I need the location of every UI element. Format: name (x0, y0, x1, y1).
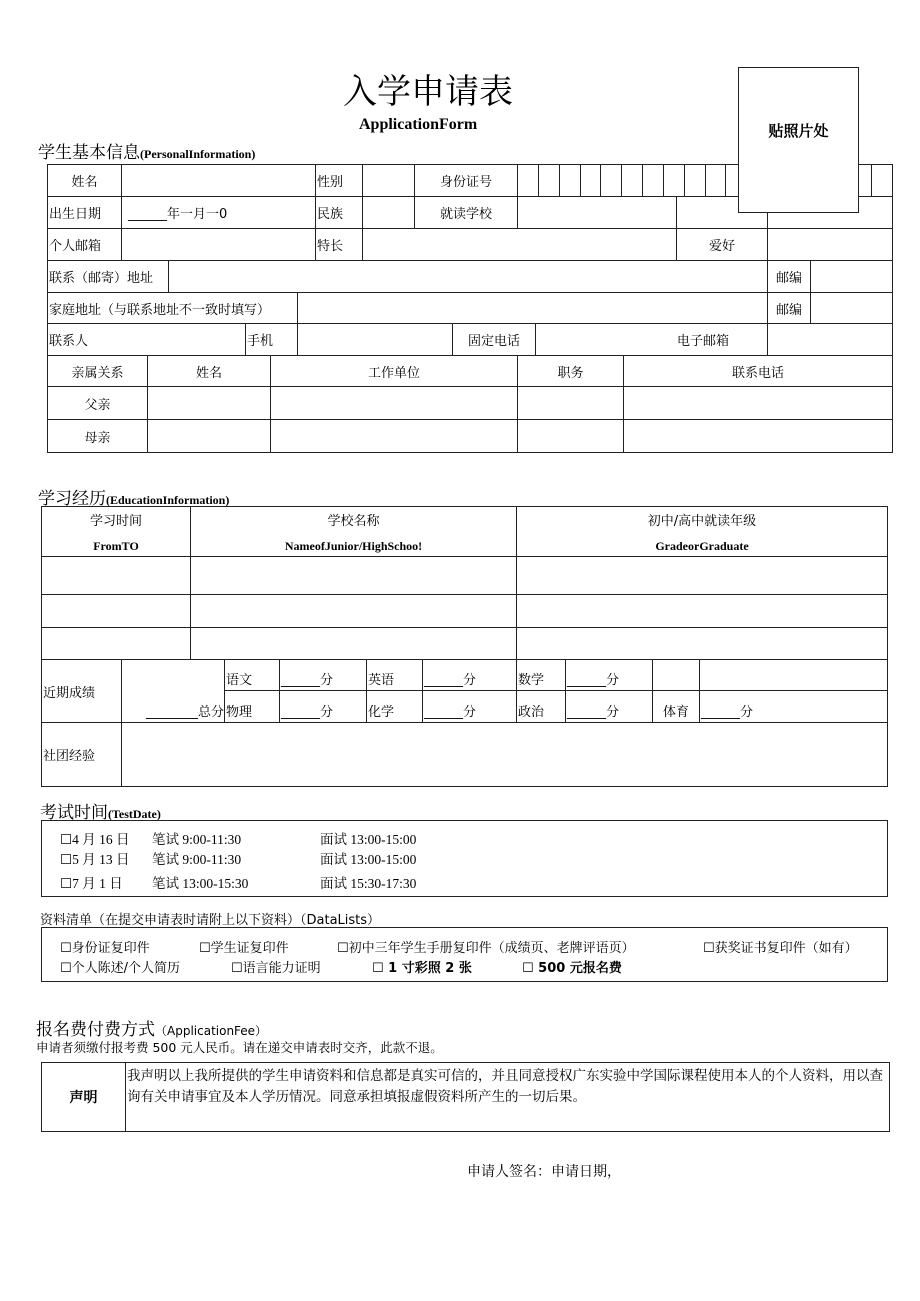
family-input[interactable] (270, 419, 518, 453)
datalist-checkbox-item[interactable]: ☐ 500 元报名费 (522, 961, 622, 976)
id-digit-box[interactable] (559, 164, 581, 197)
score-input[interactable]: ______分 (279, 659, 367, 691)
education-input[interactable] (41, 627, 191, 660)
label-cell: 性别 (315, 164, 363, 197)
test-written: 笔试 9:00-11:30 (152, 852, 242, 867)
family-input[interactable] (623, 419, 893, 453)
subject-label: 化学 (366, 690, 423, 723)
personal-heading: 学生基本信息(PersonalInformation) (38, 143, 256, 163)
education-input[interactable] (190, 556, 517, 595)
header-en: NameofJunior/HighSchoo! (284, 538, 423, 553)
education-input[interactable] (516, 556, 888, 595)
blank-cell (699, 659, 888, 691)
label-cell: 身份证号 (414, 164, 518, 197)
home-postcode-input[interactable] (810, 292, 893, 324)
datalist-checkbox-item[interactable]: ☐身份证复印件 (60, 941, 150, 956)
school-input[interactable] (517, 196, 677, 229)
label-cell: 近期成绩 (41, 659, 122, 723)
id-digit-box[interactable] (663, 164, 685, 197)
score-input[interactable]: ______分 (422, 659, 517, 691)
id-digit-box[interactable] (871, 164, 893, 197)
education-input[interactable] (41, 556, 191, 595)
education-heading: 学习经历(EducationInformation) (38, 489, 230, 509)
photo-placeholder[interactable] (738, 67, 859, 213)
education-input[interactable] (516, 627, 888, 660)
label-cell: 出生日期 (47, 196, 122, 229)
header-cn: 学习时间 (89, 513, 142, 529)
subject-label: 物理 (224, 690, 280, 723)
subject-label: 政治 (516, 690, 566, 723)
datalist-checkbox-item[interactable]: ☐初中三年学生手册复印件（成绩页、老牌评语页） (337, 941, 635, 956)
label-cell: 联系人 (47, 323, 246, 356)
label-cell: 民族 (315, 196, 363, 229)
ethnicity-input[interactable] (362, 196, 415, 229)
id-digit-box[interactable] (517, 164, 539, 197)
education-input[interactable] (41, 594, 191, 628)
datalist-checkbox-item[interactable]: ☐个人陈述/个人简历 (60, 961, 181, 976)
form-title: 入学申请表 (343, 72, 513, 112)
test-date[interactable]: ☐4 月 16 日 (60, 832, 130, 847)
datalist-checkbox-item[interactable]: ☐学生证复印件 (199, 941, 289, 956)
education-input[interactable] (190, 627, 517, 660)
form-subtitle: ApplicationForm (359, 116, 478, 133)
family-header: 姓名 (147, 355, 271, 387)
header-cn: 学校名称 (327, 513, 380, 529)
test-interview: 面试 15:30-17:30 (320, 876, 417, 891)
test-date[interactable]: ☐5 月 13 日 (60, 852, 130, 867)
education-header (41, 506, 191, 557)
mail-address-input[interactable] (168, 260, 768, 293)
id-digit-box[interactable] (684, 164, 706, 197)
specialty-input[interactable] (362, 228, 677, 261)
family-relation: 母亲 (47, 419, 148, 453)
home-address-input[interactable] (297, 292, 768, 324)
subject-label: 英语 (366, 659, 423, 691)
photo-label: 贴照片处 (768, 122, 829, 140)
datalist-checkbox-item[interactable]: ☐获奖证书复印件（如有） (703, 941, 858, 956)
label-cell: 邮编 (767, 292, 811, 324)
id-digit-box[interactable] (642, 164, 664, 197)
gender-input[interactable] (362, 164, 415, 197)
score-input[interactable]: ______分 (565, 659, 653, 691)
education-input[interactable] (516, 594, 888, 628)
birth-date-input[interactable]: ______年一月一0 (121, 196, 316, 229)
education-header (516, 506, 888, 557)
score-input[interactable]: ______分 (565, 690, 653, 723)
fee-heading: 报名费付费方式（ApplicationFee） (36, 1020, 268, 1040)
header-en: FromTO (93, 538, 139, 553)
fee-note: 申请者须缴付报考费 500 元人民币。请在递交申请表时交齐，此款不退。 (36, 1040, 443, 1055)
datalist-heading: 资料清单（在提交申请表时请附上以下资料）（DataLists） (40, 913, 381, 928)
name-input[interactable] (121, 164, 316, 197)
mobile-input[interactable] (297, 323, 453, 356)
education-header (190, 506, 517, 557)
label-cell: 家庭地址（与联系地址不一致时填写） (47, 292, 298, 324)
id-digit-box[interactable] (621, 164, 643, 197)
family-input[interactable] (270, 386, 518, 420)
id-digit-box[interactable] (580, 164, 601, 197)
test-written: 笔试 13:00-15:30 (152, 876, 249, 891)
label-cell: 手机 (245, 323, 298, 356)
declaration-label: 声明 (41, 1062, 126, 1132)
id-digit-box[interactable] (538, 164, 560, 197)
postcode-input[interactable] (810, 260, 893, 293)
family-header: 联系电话 (623, 355, 893, 387)
test-written: 笔试 9:00-11:30 (152, 832, 242, 847)
label-cell: 就读学校 (414, 196, 518, 229)
score-input[interactable]: ______分 (279, 690, 367, 723)
score-input[interactable]: ______分 (422, 690, 517, 723)
signature-line[interactable]: 申请人签名：申请日期， (467, 1164, 621, 1180)
datalist-checkbox-item[interactable]: ☐语言能力证明 (231, 961, 321, 976)
family-header: 职务 (517, 355, 624, 387)
label-cell: 社团经验 (41, 722, 122, 787)
club-input[interactable] (121, 722, 888, 787)
header-cn: 初中/高中就读年级 (647, 513, 757, 529)
family-input[interactable] (517, 386, 624, 420)
test-date[interactable]: ☐7 月 1 日 (60, 876, 123, 891)
test-interview: 面试 13:00-15:00 (320, 852, 417, 867)
family-header: 工作单位 (270, 355, 518, 387)
label-cell: 爱好 (676, 228, 768, 261)
label-cell: 特长 (315, 228, 363, 261)
family-input[interactable] (623, 386, 893, 420)
subject-label: 体育 (652, 690, 700, 723)
label-cell: 邮编 (767, 260, 811, 293)
subject-label: 语文 (224, 659, 280, 691)
education-input[interactable] (190, 594, 517, 628)
blank-cell (652, 659, 700, 691)
test-date-heading: 考试时间(TestDate) (40, 803, 161, 823)
family-input[interactable] (147, 419, 271, 453)
family-input[interactable] (517, 419, 624, 453)
declaration-text: 我声明以上我所提供的学生申请资料和信息都是真实可信的，并且同意授权广东实验中学国际课程使用本人的个人资料，用以查询有关申请事宜及本人学历情况。同意承担填报虚假资料所产生的一切后果。 (127, 1068, 883, 1105)
header-en: GradeorGraduate (655, 538, 749, 553)
subject-label: 数学 (516, 659, 566, 691)
family-relation: 父亲 (47, 386, 148, 420)
label-cell: 姓名 (47, 164, 122, 197)
score-input[interactable]: ______分 (699, 690, 888, 723)
hobby-input[interactable] (767, 228, 893, 261)
family-input[interactable] (147, 386, 271, 420)
id-digit-box[interactable] (600, 164, 622, 197)
e-mail-label: 电子邮箱 (535, 323, 768, 356)
id-digit-box[interactable] (705, 164, 726, 197)
email-input[interactable] (121, 228, 316, 261)
datalist-checkbox-item[interactable]: ☐ 1 寸彩照 2 张 (372, 961, 472, 976)
e-mail-input[interactable] (767, 323, 893, 356)
total-score-input[interactable]: ________总分 (121, 659, 225, 723)
family-header: 亲属关系 (47, 355, 148, 387)
label-cell: 联系（邮寄）地址 (47, 260, 169, 293)
label-cell: 个人邮箱 (47, 228, 122, 261)
label-cell: 固定电话 (452, 323, 536, 356)
test-interview: 面试 13:00-15:00 (320, 832, 417, 847)
